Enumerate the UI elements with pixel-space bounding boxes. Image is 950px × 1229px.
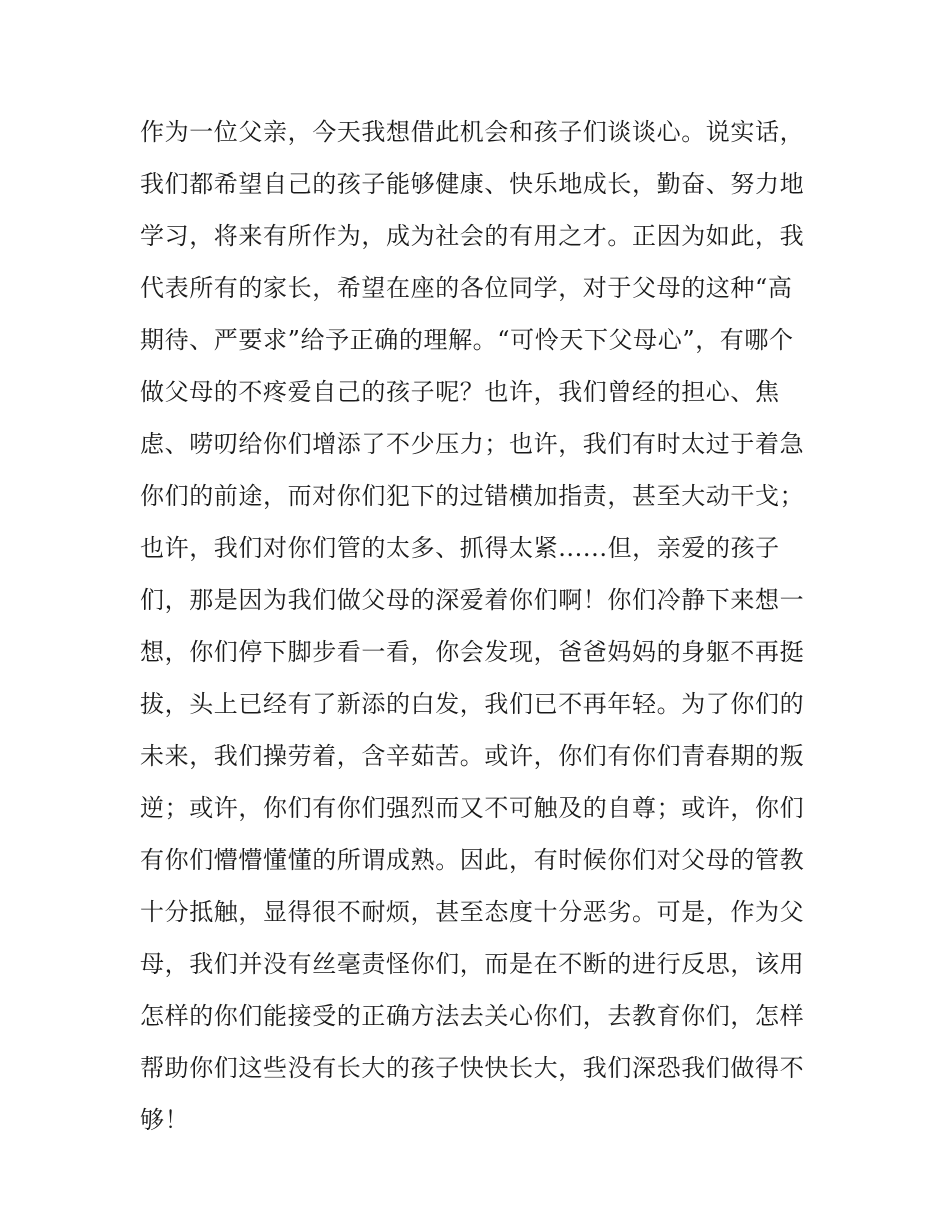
text-line: 虑、唠叨给你们增添了不少压力；也许，我们有时太过于着急 xyxy=(140,430,805,458)
text-line: 我们都希望自己的孩子能够健康、快乐地成长，勤奋、努力地 xyxy=(140,170,805,198)
text-line: 够！ xyxy=(140,1106,190,1134)
text-line: 逆；或许，你们有你们强烈而又不可触及的自尊；或许，你们 xyxy=(140,794,805,822)
text-line: 母，我们并没有丝毫责怪你们，而是在不断的进行反思，该用 xyxy=(140,950,805,978)
text-line: 拔，头上已经有了新添的白发，我们已不再年轻。为了你们的 xyxy=(140,690,805,718)
text-line: 代表所有的家长，希望在座的各位同学，对于父母的这种“高 xyxy=(140,274,793,302)
text-line: 期待、严要求”给予正确的理解。“可怜天下父母心”，有哪个 xyxy=(140,326,794,354)
body-paragraph xyxy=(140,106,820,1146)
text-line: 未来，我们操劳着，含辛茹苦。或许，你们有你们青春期的叛 xyxy=(140,742,805,770)
text-line: 作为一位父亲，今天我想借此机会和孩子们谈谈心。说实话， xyxy=(140,118,805,146)
text-line: 怎样的你们能接受的正确方法去关心你们，去教育你们，怎样 xyxy=(140,1002,805,1030)
text-line: 学习，将来有所作为，成为社会的有用之才。正因为如此，我 xyxy=(140,222,805,250)
text-line: 想，你们停下脚步看一看，你会发现，爸爸妈妈的身躯不再挺 xyxy=(140,638,805,666)
text-line: 帮助你们这些没有长大的孩子快快长大，我们深恐我们做得不 xyxy=(140,1054,805,1082)
text-line: 也许，我们对你们管的太多、抓得太紧......但，亲爱的孩子 xyxy=(140,534,780,562)
text-line: 十分抵触，显得很不耐烦，甚至态度十分恶劣。可是，作为父 xyxy=(140,898,805,926)
text-line: 们，那是因为我们做父母的深爱着你们啊！你们冷静下来想一 xyxy=(140,586,805,614)
text-line: 你们的前途，而对你们犯下的过错横加指责，甚至大动干戈； xyxy=(140,482,805,510)
text-line: 有你们懵懵懂懂的所谓成熟。因此，有时候你们对父母的管教 xyxy=(140,846,805,874)
text-line: 做父母的不疼爱自己的孩子呢？也许，我们曾经的担心、焦 xyxy=(140,378,780,406)
